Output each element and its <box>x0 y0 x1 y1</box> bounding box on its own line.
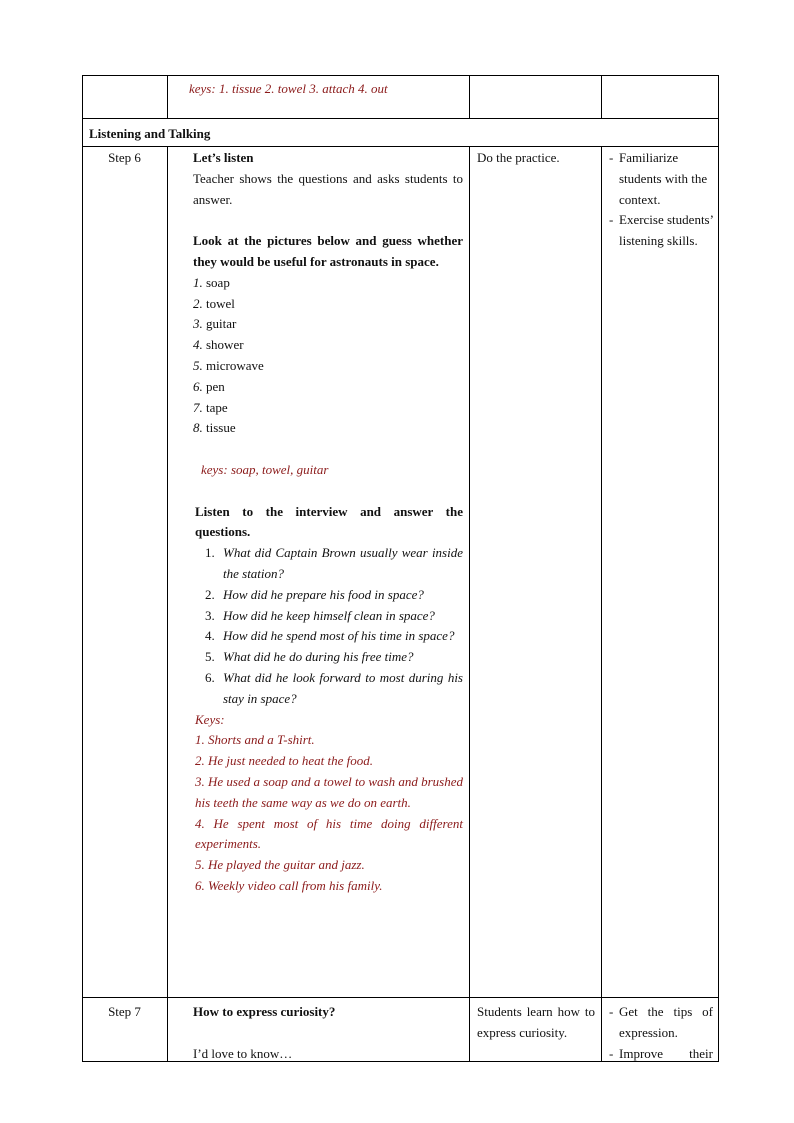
list-item: 1. soap <box>193 274 230 290</box>
keys-text: keys: 1. tissue 2. towel 3. attach 4. out <box>189 81 388 96</box>
col-divider <box>167 146 168 1062</box>
table-border-left <box>82 75 83 1062</box>
task-instruction: Look at the pictures below and guess whether they would be useful for astronauts in space. <box>193 233 463 269</box>
list-item: 4. shower <box>193 337 244 353</box>
section-heading: How to express curiosity? <box>193 1004 336 1019</box>
step-label: Step 7 <box>108 1004 141 1019</box>
item-list <box>193 273 463 439</box>
purpose-item: - Get the tips of expression. <box>609 1004 713 1040</box>
question-item: 4. How did he spend most of his time in space? <box>205 628 455 644</box>
list-item: 7. tape <box>193 399 228 415</box>
answer-item: 6. Weekly video call from his family. <box>195 877 383 893</box>
question-item: 6. What did he look forward to most during his stay in space? <box>205 669 463 706</box>
row-divider <box>82 118 719 119</box>
answer-keys: keys: soap, towel, guitar <box>201 461 329 477</box>
list-item: 2. towel <box>193 295 235 311</box>
col-divider <box>167 75 168 119</box>
purpose-list <box>609 1002 713 1064</box>
expression-line: I’d love to know… <box>193 1045 293 1061</box>
row-divider <box>82 997 719 998</box>
answer-item: 3. He used a soap and a towel to wash and brushed his teeth the same way as we do on earth. <box>195 773 463 810</box>
col-divider <box>469 146 470 1062</box>
intro-text: Teacher shows the questions and asks students to answer. <box>193 170 463 207</box>
question-item: 5. What did he do during his free time? <box>205 649 414 665</box>
answer-item: 5. He played the guitar and jazz. <box>195 857 365 873</box>
row-divider <box>82 146 719 147</box>
step6-content <box>193 148 463 897</box>
answer-item: 4. He spent most of his time doing different experiments. <box>195 815 463 852</box>
question-item: 2. How did he prepare his food in space? <box>205 586 424 602</box>
section-title: Listening and Talking <box>89 126 211 141</box>
question-list <box>193 543 463 709</box>
purpose-item: - Familiarize students with the context. <box>609 150 708 207</box>
answer-item: 1. Shorts and a T-shirt. <box>195 732 315 748</box>
student-activity: Students learn how to express curiosity. <box>477 1004 595 1040</box>
question-item: 3. How did he keep himself clean in space? <box>205 607 435 623</box>
answer-item: 2. He just needed to heat the food. <box>195 753 373 769</box>
list-item: 8. tissue <box>193 420 236 436</box>
purpose-list <box>609 148 713 252</box>
keys-label: Keys: <box>195 711 225 727</box>
col-divider <box>601 75 602 119</box>
student-activity: Do the practice. <box>477 150 560 165</box>
table-border-top <box>82 75 719 76</box>
step-label: Step 6 <box>108 150 141 165</box>
list-item: 6. pen <box>193 378 225 394</box>
step7-content <box>193 1002 463 1064</box>
question-item: 1. What did Captain Brown usually wear inside the station? <box>205 545 463 581</box>
col-divider <box>469 75 470 119</box>
col-divider <box>601 146 602 1062</box>
table-border-right <box>718 75 719 1062</box>
task-instruction: Listen to the interview and answer the questions. <box>195 503 463 540</box>
list-item: 5. microwave <box>193 357 264 373</box>
section-heading: Let’s listen <box>193 150 254 165</box>
purpose-item: - Exercise students’ listening skills. <box>609 212 713 249</box>
list-item: 3. guitar <box>193 316 237 332</box>
purpose-item: - Improve their <box>609 1045 713 1061</box>
